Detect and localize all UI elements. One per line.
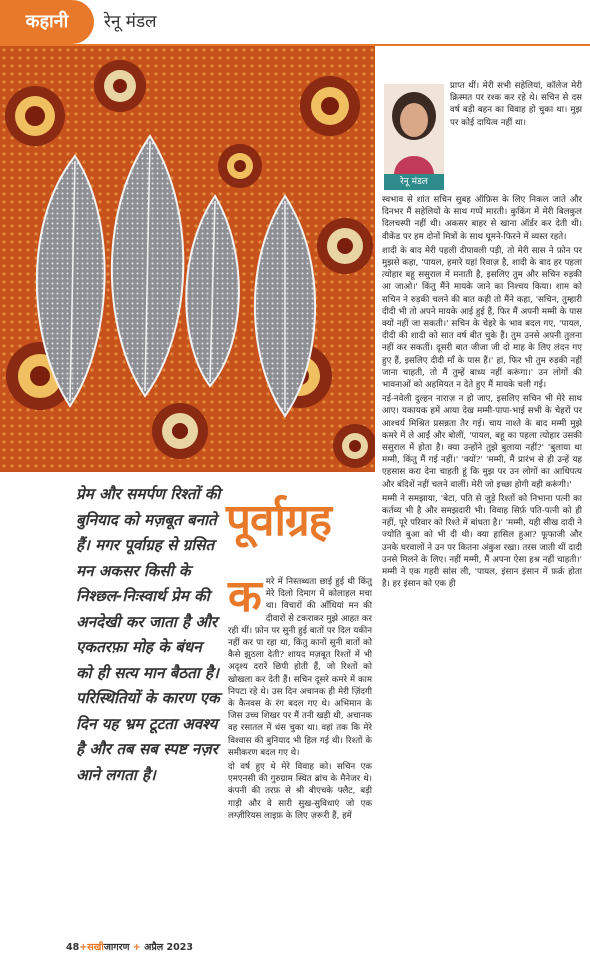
author-photo: [384, 84, 444, 174]
story-paragraph: नई-नवेली दुल्हन नाराज़ न हो जाए, इसलिए सचिन भी मेरे साथ आए। यकायक हमें आया देख मम्मी-पापा-भाई सभी के चेहरों पर आश्चर्य मिश्रित प्रसन्नता तैर गई। चाय नाश्ते के बाद मम्मी मुझे कमरे में ले आईं और बोलीं, 'पायल, बहू का पहला त्योहार उसकी ससुराल में होता है। क्या उन्होंने तुझे बुलाया नहीं?' 'बुलाया था मम्मी, किंतु मैं गई नहीं।' 'क्यों?' 'मम्मी, मैं प्रारंभ से ही उन्हें यह एहसास करा देना चाहती हूं कि मुझ पर उन लोगों का आधिपत्य और बंदिशें नहीं चलने वालीं। मेरी जो इच्छा होगी वही करूंगी।': [382, 394, 582, 490]
story-paragraph: [228, 571, 372, 759]
drop-cap: क: [228, 571, 262, 622]
pull-quote: प्रेम और समर्पण रिश्तों की बुनियाद को मज़बूत बनाते हैं। मगर पूर्वाग्रह से ग्रसित मन अकसर किसी के निश्छल-निःस्वार्थ प्रेम की अनदेखी कर जाता है और एकतरफ़ा मोह के बंधन को ही सत्य मान बैठता है। परिस्थितियों के कारण एक दिन यह भ्रम टूटता अवश्य है और तब सब स्पष्ट नज़र आने लगता है।: [76, 485, 221, 784]
header-author: रेनू मंडल: [104, 12, 157, 32]
decorative-artwork: [0, 46, 375, 472]
story-column-right: [382, 194, 582, 593]
story-column-top-right: [450, 80, 582, 131]
story-title: पूर्वाग्रह: [226, 495, 332, 546]
section-label: कहानी: [0, 0, 94, 44]
story-column-middle: [228, 571, 372, 824]
portrait-caption: रेनू मंडल: [384, 174, 444, 190]
story-paragraph: शादी के बाद मेरी पहली दीपावली पड़ी, तो मेरी सास ने फ़ोन पर मुझसे कहा, 'पायल, हमारे यहां रिवाज़ है, शादी के बाद हर पहला त्योहार बहू ससुराल में मनाती है, इसलिए तुम और सचिन रुड़की आ जाओ।' किंतु मैंने मायके जाने का निश्चय किया। शाम को सचिन ने रुड़की चलने की बात कही तो मैंने कहा, 'सचिन, तुम्हारी दीदी भी तो अपने मायके आई हुई हैं, फिर मैं अपनी मम्मी के पास क्यों नहीं जा सकती।' सचिन के चेहरे के भाव बदल गए, 'पायल, दीदी की शादी को सात वर्ष बीत चुके हैं। तुम उनसे अपनी तुलना नहीं कर सकतीं। दूसरी बात जीजा जी दो माह के लिए लंदन गए हुए हैं, इसलिए दीदी माँ के पास हैं।' हां, फिर भी तुम रुड़की नहीं जाना चाहती, तो मैं तुम्हें बाध्य नहीं करूंगा।' उन लोगों की भावनाओं को अहमियत न देते हुए मैं मायके चली गई।: [382, 245, 582, 391]
story-opening-text: मरे में निस्तब्धता छाई हुई थी किंतु मेरे दिलो दिमाग में कोलाहल मचा था। विचारों की आँधियां मन की दीवारों से टकराकर मुझे आहत कर रही थीं। फ़ोन पर सुनी हुई बातों पर दिल यकीन नहीं कर पा रहा था, किंतु कानों सुनी बातों को कैसे झुठला देती? शायद मज़बूत रिश्तों में भी अदृश्य दरारें छिपी होती हैं, जो रिश्तों को खोखला कर देती हैं। सचिन दूसरे कमरे में काम निपटा रहे थे। उस दिन अचानक ही मेरी ज़िंदगी के कैनवस के रंग बदल गए थे। अभिमान के जिस उच्च शिखर पर मैं तनी खड़ी थी, अचानक वह रसातल में धंस चुका था। वहां तक कि मेरे विश्वास की बुनियाद भी हिल गई थी। रिश्तों के समीकरण बदल गए थे।: [228, 577, 372, 758]
footer-separator: +: [79, 942, 88, 953]
magazine-name-part1: सखी: [87, 942, 104, 953]
aboriginal-dot-painting: [0, 46, 375, 472]
magazine-name-part2: जागरण: [103, 942, 130, 953]
page-footer: [66, 940, 193, 953]
page-number: 48: [66, 942, 80, 953]
page-header: [0, 0, 590, 44]
issue-date: अप्रैल 2023: [144, 942, 193, 953]
story-paragraph: स्वभाव से शांत सचिन सुबह ऑफ़िस के लिए निकल जाते और दिनभर मैं सहेलियों के साथ गप्पें मारती। कुकिंग में मेरी बिलकुल दिलचस्पी नहीं थी। अकसर बाहर से खाना ऑर्डर कर देती थी। वीकेंड पर हम दोनों मित्रों के साथ घूमने-फिरने में व्यस्त रहते।: [382, 195, 582, 242]
footer-separator: +: [132, 942, 141, 953]
author-portrait: [384, 84, 444, 174]
story-paragraph: दो वर्ष हुए थे मेरे विवाह को। सचिन एक एमएनसी की गुरुग्राम स्थित ब्रांच के मैनेजर थे। कंपनी की तरफ़ से श्री बीएचके फ्लैट, बड़ी गाड़ी और वे सारी सुख-सुविधाएं जो एक लग्ज़ीरियस लाइफ़ के लिए ज़रूरी हैं, हमें: [228, 762, 372, 821]
story-paragraph: मम्मी ने समझाया, 'बेटा, पति से जुड़े रिश्तों को निभाना पत्नी का कर्तव्य भी है और समझदारी भी। विवाह सिर्फ़ पति-पत्नी को ही नहीं, पूरे परिवार को रिश्ते में बांधता है।' 'मम्मी, यही सीख दादी ने ज्योति बुआ को भी दी थी। क्या हासिल हुआ? फूफाजी और उनके घरवालों ने उन पर कितना अंकुश रखा। तरस जाती थीं दादी उनसे मिलने के लिए। नहीं मम्मी, मैं अपना ऐसा हश्र नहीं चाहती।' मम्मी ने एक गहरी सांस ली, 'पायल, इंसान इंसान में फ़र्क़ होता है। हर इंसान को एक ही: [382, 493, 582, 590]
story-paragraph: प्राप्त थीं। मेरी सभी सहेलियां, कॉलेज मेरी क़िस्मत पर रश्क कर रहे थे। सचिन से दस वर्ष बड़ी बहन का विवाह हो चुका था। मुझ पर कोई दायित्व नहीं था।: [450, 81, 582, 128]
